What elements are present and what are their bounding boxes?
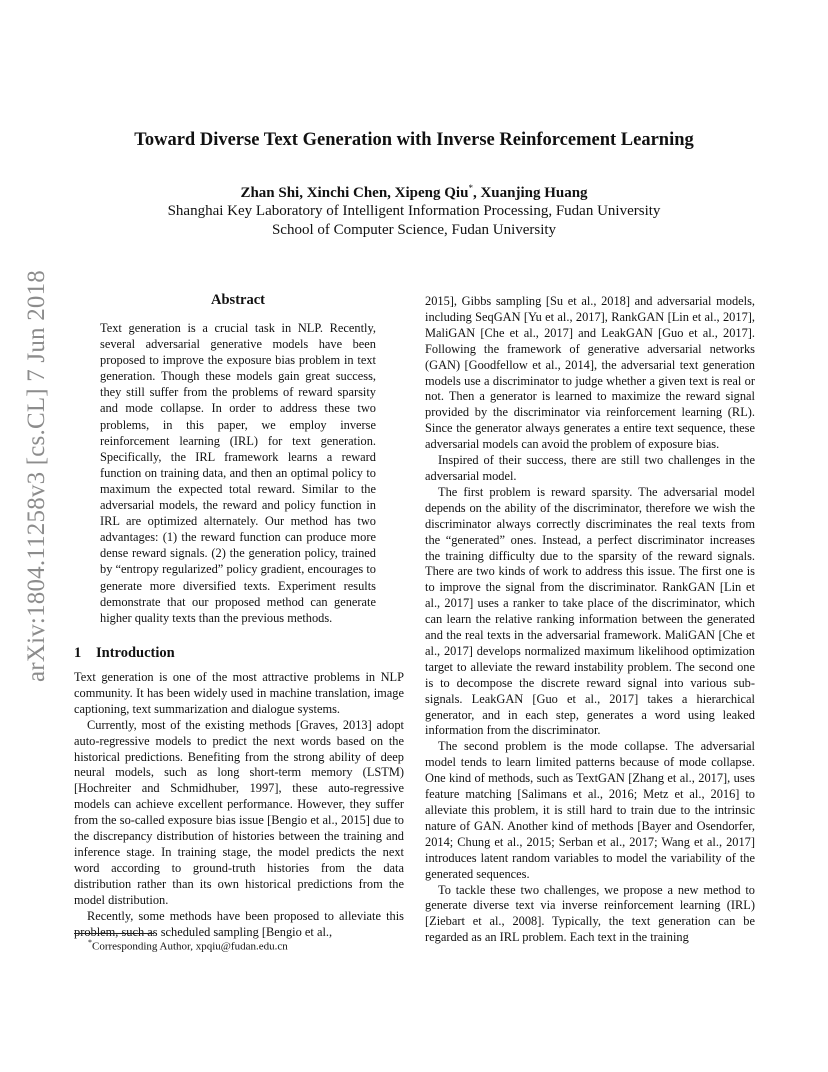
paragraph: Recently, some methods have been proposed to alleviate this problem, such as scheduled sampling [Bengio et al., bbox=[74, 908, 404, 939]
arxiv-identifier-text: arXiv:1804.11258v3 [cs.CL] 7 Jun 2018 bbox=[23, 270, 50, 682]
section-title: Introduction bbox=[96, 645, 175, 661]
footnote bbox=[88, 938, 288, 953]
paragraph: Inspired of their success, there are still two challenges in the adversarial model. bbox=[425, 453, 755, 483]
author-list bbox=[0, 183, 828, 202]
abstract-heading: Abstract bbox=[211, 292, 265, 308]
footnote-rule bbox=[74, 933, 154, 934]
left-column-body bbox=[74, 670, 404, 940]
author-names: Zhan Shi, Xinchi Chen, Xipeng Qiu bbox=[240, 185, 469, 201]
paragraph: Text generation is one of the most attractive problems in NLP community. It has been widely used in machine translation, image captioning, text summarization and dialogue systems. bbox=[74, 670, 404, 716]
paragraph: 2015], Gibbs sampling [Su et al., 2018] and adversarial models, including SeqGAN [Yu et al., 2017], RankGAN [Lin et al., 2017], MaliGAN [Che et al., 2017] and LeakGAN [Guo et al., 2017]. Following the framework of generative adversarial networks (GAN) [Goodfellow et al., 2014], the adversarial text generation models use a discriminator to judge whether a given text is real or not. Then a generator is learned to maximize the reward signal provided by the discriminator via reinforcement learning (RL). Since the generator always generates a entire text sequence, these adversarial models can avoid the problem of exposure bias. bbox=[425, 294, 755, 452]
footnote-mark: * bbox=[88, 938, 92, 947]
right-column-body bbox=[425, 294, 755, 946]
paragraph: Currently, most of the existing methods [Graves, 2013] adopt auto-regressive models to predict the next words based on the historical predictions. Benefiting from the strong ability of deep neural models, such as long short-term memory (LSTM) [Hochreiter and Schmidhuber, 1997], these auto-regressive models can achieve excellent performance. However, they suffer from the so-called exposure bias issue [Bengio et al., 2015] due to the discrepancy distribution of histories between the training and inference stage. In training stage, the model predicts the next word according to ground-truth histories from the data distribution rather than its own historical predictions from the model distribution. bbox=[74, 717, 404, 907]
section-number: 1 bbox=[74, 645, 82, 661]
affiliation-2: School of Computer Science, Fudan University bbox=[271, 222, 557, 238]
corresponding-author-mark: * bbox=[468, 183, 473, 193]
section-heading bbox=[74, 645, 175, 662]
abstract-text: Text generation is a crucial task in NLP. Recently, several adversarial generative models have been proposed to improve the exposure bias problem in text generation. Though these models gain great success, they still suffer from the problems of reward sparsity and mode collapse. In order to address these two problems, in this paper, we employ inverse reinforcement learning (IRL) for text generation. Specifically, the IRL framework learns a reward function on training data, and then an optimal policy to maximum the expected total reward. Similar to the adversarial models, the reward and policy function in IRL are optimized alternately. Our method has two advantages: (1) the reward function can produce more dense reward signals. (2) the generation policy, trained by “entropy regularized” policy gradient, encourages to generate more diversified texts. Experiment results demonstrate that our proposed method can generate higher quality texts than the previous methods. bbox=[100, 321, 376, 625]
arxiv-identifier-stamp bbox=[20, 270, 54, 682]
paragraph: To tackle these two challenges, we propose a new method to generate diverse text via inverse reinforcement learning (IRL) [Ziebart et al., 2008]. Typically, the text generation can be regarded as an IRL problem. Each text in the training bbox=[425, 882, 755, 945]
paragraph: The first problem is reward sparsity. The adversarial model depends on the ability of the discriminator, therefore we wish the discriminator always correctly discriminates the real texts from the “generated” ones. Instead, a perfect discriminator increases the training difficulty due to the sparsity of the reward signals. There are two kinds of work to address this issue. The first one is to improve the signal from the discriminator. RankGAN [Lin et al., 2017] uses a ranker to take place of the discriminator, which can learn the relative ranking information between the generated and the real texts in the adversarial framework. MaliGAN [Che et al., 2017] develops normalized maximum likelihood optimization target to alleviate the reward instability problem. The second one is to decompose the discrete reward signal into various sub-signals. LeakGAN [Guo et al., 2017] takes a hierarchical generator, and in each step, generates a word using leaked information from the discriminator. bbox=[425, 484, 755, 738]
affiliation-1: Shanghai Key Laboratory of Intelligent Information Processing, Fudan University bbox=[167, 203, 661, 219]
paragraph: The second problem is the mode collapse. The adversarial model tends to learn limited patterns because of mode collapse. One kind of methods, such as TextGAN [Zhang et al., 2017], uses feature matching [Salimans et al., 2016; Metz et al., 2016] to alleviate this problem, it is still hard to train due to the intrinsic nature of GAN. Another kind of methods [Bayer and Osendorfer, 2014; Chung et al., 2015; Serban et al., 2017; Wang et al., 2017] introduces latent random variables to model the variability of the generated sequences. bbox=[425, 739, 755, 881]
footnote-text: Corresponding Author, xpqiu@fudan.edu.cn bbox=[92, 940, 288, 953]
paper-title: Toward Diverse Text Generation with Inverse Reinforcement Learning bbox=[134, 130, 694, 150]
author-names-tail: , Xuanjing Huang bbox=[472, 185, 588, 201]
